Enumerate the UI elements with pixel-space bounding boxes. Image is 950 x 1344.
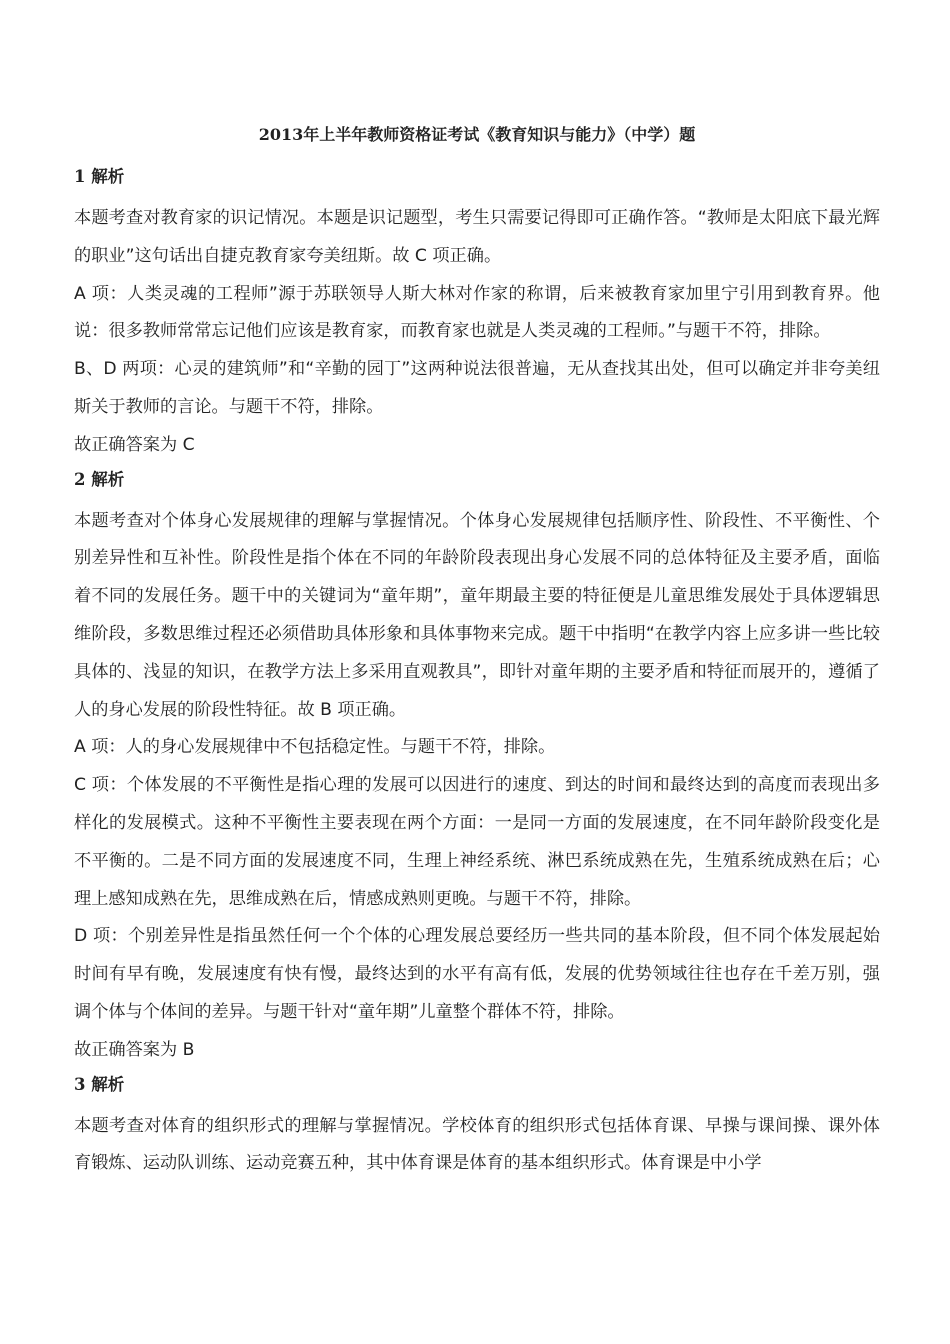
- answer-line: 故正确答案为 B: [74, 1039, 195, 1060]
- paragraph: 本题考查对个体身心发展规律的理解与掌握情况。个体身心发展规律包括顺序性、阶段性、不平衡性、个别差异性和互补性。阶段性是指个体在不同的年龄阶段表现出身心发展不同的总体特征及主要矛盾，面临着不同的发展任务。题干中的关键词为“童年期”，童年期最主要的特征便是儿童思维发展处于具体逻辑思维阶段，多数思维过程还必须借助具体形象和具体事物来完成。题干中指明“在教学内容上应多讲一些比较具体的、浅显的知识，在教学方法上多采用直观教具”，即针对童年期的主要矛盾和特征而展开的，遵循了人的身心发展的阶段性特征。故 B 项正确。: [74, 510, 880, 720]
- section-2: [74, 467, 880, 1070]
- section-heading: 1 解析: [74, 167, 125, 186]
- section-3: [74, 1072, 880, 1184]
- paragraph: A 项：人的身心发展规律中不包括稳定性。与题干不符，排除。: [74, 737, 556, 758]
- section-heading: 2 解析: [74, 469, 125, 489]
- paragraph: A 项：人类灵魂的工程师”源于苏联领导人斯大林对作家的称谓，后来被教育家加里宁引用到教育界。他说：很多教师常常忘记他们应该是教育家，而教育家也就是人类灵魂的工程师。”与题干不符，排除。: [74, 283, 880, 342]
- section-1: [74, 164, 880, 465]
- paragraph: D 项：个别差异性是指虽然任何一个个体的心理发展总要经历一些共同的基本阶段，但不同个体发展起始时间有早有晚，发展速度有快有慢，最终达到的水平有高有低，发展的优势领域往往也存在千差万别，强调个体与个体间的差异。与题干针对“童年期”儿童整个群体不符，排除。: [74, 926, 880, 1022]
- document-title: 2013年上半年教师资格证考试《教育知识与能力》（中学）题: [258, 125, 696, 144]
- paragraph: C 项：个体发展的不平衡性是指心理的发展可以因进行的速度、到达的时间和最终达到的高度而表现出多样化的发展模式。这种不平衡性主要表现在两个方面：一是同一方面的发展速度，在不同年龄阶段变化是不平衡的。二是不同方面的发展速度不同，生理上神经系统、淋巴系统成熟在先，生殖系统成熟在后；心理上感知成熟在先，思维成熟在后，情感成熟则更晚。与题干不符，排除。: [74, 775, 880, 909]
- paragraph: 本题考查对教育家的识记情况。本题是识记题型，考生只需要记得即可正确作答。“教师是太阳底下最光辉的职业”这句话出自捷克教育家夸美纽斯。故 C 项正确。: [74, 208, 880, 266]
- document-page: [74, 122, 880, 1183]
- paragraph: 本题考查对体育的组织形式的理解与掌握情况。学校体育的组织形式包括体育课、早操与课间操、课外体育锻炼、运动队训练、运动竞赛五种，其中体育课是体育的基本组织形式。体育课是中小学: [74, 1115, 880, 1174]
- paragraph: B、D 两项：心灵的建筑师”和“辛勤的园丁”这两种说法很普遍，无从查找其出处，但可以确定并非夸美纽斯关于教师的言论。与题干不符，排除。: [74, 359, 880, 417]
- section-heading: 3 解析: [74, 1074, 125, 1094]
- answer-line: 故正确答案为 C: [74, 434, 195, 455]
